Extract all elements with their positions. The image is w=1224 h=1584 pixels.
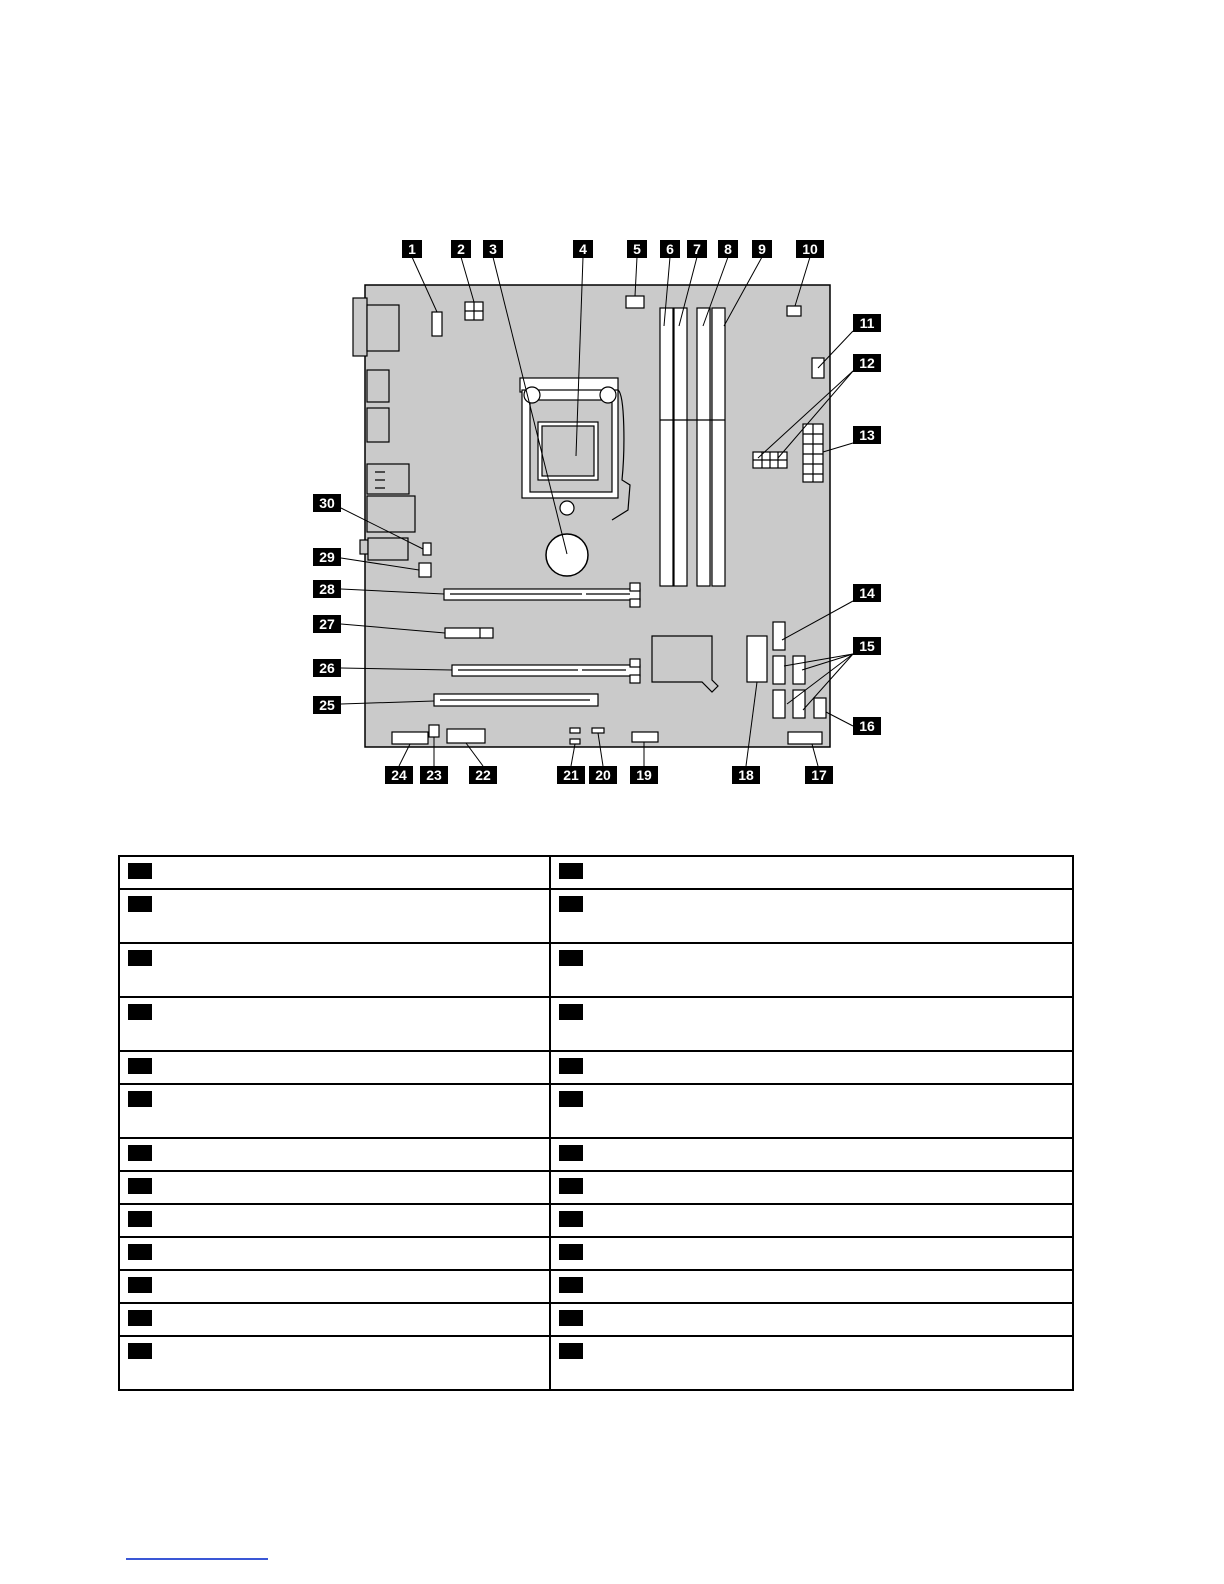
callout-3 [483, 240, 503, 258]
legend-callout-badge [559, 896, 583, 912]
callout-4 [573, 240, 593, 258]
svg-text:10: 10 [802, 241, 818, 257]
svg-text:5: 5 [633, 241, 641, 257]
legend-callout-badge [128, 1343, 152, 1359]
legend-callout-badge [128, 1211, 152, 1227]
callout-2 [451, 240, 471, 258]
legend-cell-right [550, 943, 1073, 997]
legend-row [119, 1051, 1073, 1084]
svg-text:13: 13 [859, 427, 875, 443]
callout-23 [420, 766, 448, 784]
svg-text:20: 20 [595, 767, 611, 783]
callout-13 [853, 426, 881, 444]
legend-cell-left [119, 1138, 550, 1171]
legend-callout-badge [559, 950, 583, 966]
legend-callout-badge [559, 1244, 583, 1260]
svg-text:7: 7 [693, 241, 701, 257]
callout-28 [313, 580, 341, 598]
legend-cell-right [550, 1204, 1073, 1237]
legend-row [119, 1336, 1073, 1390]
svg-text:8: 8 [724, 241, 732, 257]
legend-cell-right [550, 1171, 1073, 1204]
legend-callout-badge [128, 1310, 152, 1326]
svg-text:24: 24 [391, 767, 407, 783]
callout-26 [313, 659, 341, 677]
callout-16 [853, 717, 881, 735]
legend-row [119, 943, 1073, 997]
legend-cell-left [119, 943, 550, 997]
footer-link-underline [126, 1558, 268, 1560]
legend-cell-left [119, 889, 550, 943]
legend-row [119, 856, 1073, 889]
legend-callout-badge [559, 1091, 583, 1107]
svg-text:23: 23 [426, 767, 442, 783]
callout-18 [732, 766, 760, 784]
legend-cell-right [550, 1051, 1073, 1084]
svg-text:21: 21 [563, 767, 579, 783]
legend-cell-left [119, 856, 550, 889]
legend-callout-badge [559, 863, 583, 879]
legend-callout-badge [128, 896, 152, 912]
callout-25 [313, 696, 341, 714]
legend-cell-left [119, 1303, 550, 1336]
legend-cell-right [550, 889, 1073, 943]
callout-17 [805, 766, 833, 784]
svg-text:28: 28 [319, 581, 335, 597]
svg-text:17: 17 [811, 767, 827, 783]
internal-header [747, 636, 767, 682]
callout-11 [853, 314, 881, 332]
svg-text:26: 26 [319, 660, 335, 676]
legend-callout-badge [559, 1058, 583, 1074]
callout-10 [796, 240, 824, 258]
legend-callout-badge [128, 1091, 152, 1107]
legend-row [119, 1171, 1073, 1204]
svg-text:11: 11 [859, 315, 875, 331]
callout-15 [853, 637, 881, 655]
legend-cell-left [119, 1237, 550, 1270]
legend-callout-badge [559, 1310, 583, 1326]
svg-text:14: 14 [859, 585, 875, 601]
legend-cell-left [119, 1270, 550, 1303]
legend-row [119, 1204, 1073, 1237]
legend-callout-badge [128, 1178, 152, 1194]
svg-text:4: 4 [579, 241, 587, 257]
svg-text:18: 18 [738, 767, 754, 783]
callout-19 [630, 766, 658, 784]
legend-cell-right [550, 1303, 1073, 1336]
legend-cell-right [550, 1336, 1073, 1390]
callout-8 [718, 240, 738, 258]
legend-cell-right [550, 1270, 1073, 1303]
svg-text:15: 15 [859, 638, 875, 654]
legend-cell-left [119, 997, 550, 1051]
legend-cell-right [550, 856, 1073, 889]
callout-24 [385, 766, 413, 784]
callout-7 [687, 240, 707, 258]
legend-cell-left [119, 1084, 550, 1138]
legend-row [119, 997, 1073, 1051]
svg-text:22: 22 [475, 767, 491, 783]
svg-text:3: 3 [489, 241, 497, 257]
coin-battery [546, 534, 588, 576]
legend-callout-badge [559, 1145, 583, 1161]
svg-text:29: 29 [319, 549, 335, 565]
svg-text:25: 25 [319, 697, 335, 713]
legend-cell-right [550, 1237, 1073, 1270]
callout-21 [557, 766, 585, 784]
svg-text:6: 6 [666, 241, 674, 257]
legend-row [119, 1084, 1073, 1138]
legend-row [119, 1303, 1073, 1336]
legend-callout-badge [128, 1145, 152, 1161]
legend-cell-left [119, 1204, 550, 1237]
svg-text:27: 27 [319, 616, 335, 632]
callout-1 [402, 240, 422, 258]
callout-5 [627, 240, 647, 258]
legend-callout-badge [128, 1004, 152, 1020]
legend-callout-badge [128, 863, 152, 879]
legend-cell-left [119, 1051, 550, 1084]
legend-cell-right [550, 997, 1073, 1051]
svg-text:1: 1 [408, 241, 416, 257]
parts-legend-body [119, 856, 1073, 1390]
legend-callout-badge [128, 1277, 152, 1293]
svg-text:30: 30 [319, 495, 335, 511]
callout-30 [313, 494, 341, 512]
callout-20 [589, 766, 617, 784]
legend-callout-badge [559, 1211, 583, 1227]
callout-9 [752, 240, 772, 258]
callout-14 [853, 584, 881, 602]
callout-22 [469, 766, 497, 784]
legend-cell-right [550, 1084, 1073, 1138]
svg-text:19: 19 [636, 767, 652, 783]
svg-text:12: 12 [859, 355, 875, 371]
parts-legend-table [118, 855, 1074, 1391]
callout-6 [660, 240, 680, 258]
legend-callout-badge [128, 1058, 152, 1074]
legend-callout-badge [559, 1004, 583, 1020]
svg-text:16: 16 [859, 718, 875, 734]
svg-text:9: 9 [758, 241, 766, 257]
legend-cell-left [119, 1336, 550, 1390]
legend-callout-badge [559, 1277, 583, 1293]
legend-callout-badge [559, 1178, 583, 1194]
legend-callout-badge [128, 1244, 152, 1260]
legend-cell-right [550, 1138, 1073, 1171]
callout-29 [313, 548, 341, 566]
legend-row [119, 1270, 1073, 1303]
legend-callout-badge [559, 1343, 583, 1359]
svg-text:2: 2 [457, 241, 465, 257]
legend-callout-badge [128, 950, 152, 966]
legend-row [119, 889, 1073, 943]
legend-row [119, 1237, 1073, 1270]
callout-27 [313, 615, 341, 633]
legend-row [119, 1138, 1073, 1171]
callout-12 [853, 354, 881, 372]
legend-cell-left [119, 1171, 550, 1204]
